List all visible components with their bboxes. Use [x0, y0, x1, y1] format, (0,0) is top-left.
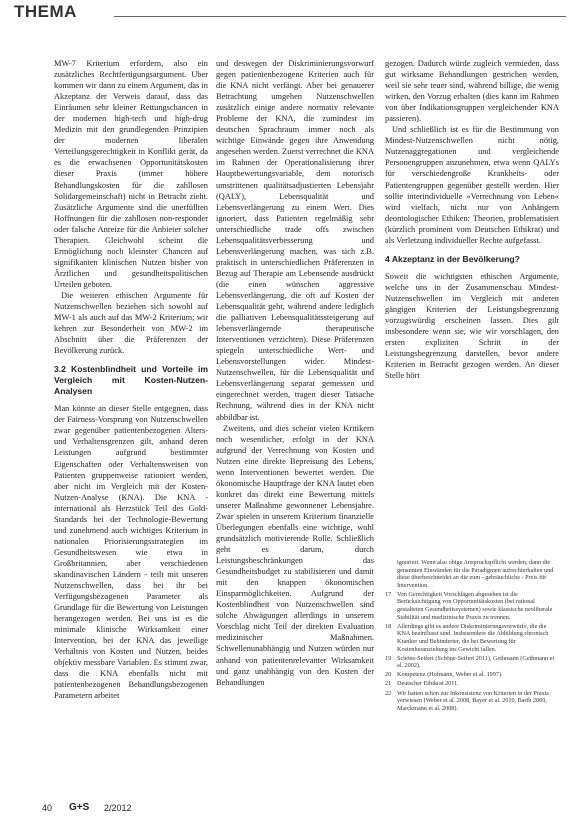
footnote — [385, 623, 559, 653]
footnote — [385, 690, 559, 713]
footnote-text: Allerdings gibt es andere Diskriminierungsvorwürfe, die die KNA beeinflusst sind. Insbesondere die Abbildung chronisch Kranker und Behinderter, die bei Bewertung für Kostenheranziehung ins Gewicht fallen. — [397, 622, 549, 653]
footnote-continuation: ignoriert. Wenn also obige Anspruchspflicht werden, dann die genannten Einwänden für die Paradigmen aufrechterhalten und diese überbeschneidet an die zum - gebräuchliche - Preis für Intervention. — [397, 559, 554, 589]
header-rule — [114, 16, 566, 17]
section-heading: 3.2 Kostenblindheit und Vorteile im Vergleich mit Kosten-Nutzen-Analysen — [54, 364, 208, 397]
footnotes — [385, 559, 559, 714]
footnote-text: Schöne-Seifert (Schöne-Seifert 2011), Gethmann (Gethmann et al. 2002). — [397, 654, 555, 670]
footnote-text: Deutscher Ethikrat 2011. — [397, 680, 459, 688]
section-title: THEMA — [14, 2, 77, 21]
footnote-number: 21 — [385, 680, 392, 688]
footnote — [385, 680, 559, 688]
paragraph: Die weiteren ethischen Argumente für Nutzenschwellen beziehen sich sowohl auf MW-1 als auch auf das MW-2 Kriterium; wir kehren zur Besonderheit von MW-2 im Abschnitt über die Präferenzen der Bevölkerung zurück. — [54, 290, 208, 356]
paragraph: und deswegen der Diskriminierungsvorwurf gegen patientenbezogene Kriterien auch für die KNA nicht verfängt. Aber bei genauerer Betrachtung umgehen Nutzenschwellen zusätzlich einige andere normativ relevante Probleme der KNA, die zumindest im deutschen Sprachraum immer noch als wichtige Einwände gegen ihre Anwendung angesehen werden. Zuerst verrechnet die KNA im Rahmen der Operationalisierung ihrer Hauptbewertungsvariable, dem notorisch umstrittenen qualitätsadjustierten Lebensjahr (QALY), Lebensqualität und Lebensverlängerung zu einem Wert. Dies ignoriert, dass Patienten regelmäßig sehr unterschiedliche trade offs zwischen Lebensqualitätsverbesserung und Lebensverlängerung machen, was sich z.B. praktisch in unterschiedlichen Präferenzen in Bezug auf Therapie am Lebensende ausdrückt (die einen wünschen aggressive Lebensverlängerung, die oft auf Kosten der Lebensqualität geht, während andere lediglich die palliativen Lebensqualitätssteigerung auf lebensverlängernde therapeutische Interventionen verzichten). Diese Präferenzen spiegeln unterschiedliche Wert- und Lebensvorstellungen wider. Mindest-Nutzenschwellen, für die Lebensqualität und Lebensverlängerung separat gemessen und eingerechnet werden, tragen dieser Tatsache Rechnung, während dies in der KNA nicht abbildbar ist. — [216, 59, 374, 422]
paragraph: Soweit die wichtigsten ethischen Argumente, welche uns in der Zusammenschau Mindest-Nutzenschwellen im Vergleich mit anderen gängigen Kriterien der Leistungsbegrenzung vorzugswürdig erscheinen lassen. Dies gilt insbesondere wenn sie, wie wir vorschlagen, den ersten expliziten Schritt in der Leistungsbegrenzung darstellen, bevor andere Kriterien in Betracht gezogen werden. An dieser Stelle hört — [385, 271, 559, 381]
paragraph: Man könnte an dieser Stelle entgegnen, dass der Fairness-Vorsprung von Nutzenschwellen zwar gegenüber patientenbezogenen Alters- und Verhaltensgrenzen gilt, anhand deren Leistungen aufgrund bestimmter Eigenschaften oder Verhaltensweisen von Patienten gruppenweise rationiert werden, aber nicht im Vergleich mit der Kosten-Nutzen-Analyse (KNA). Die KNA - international als Herzstück Teil des Gold-Standards bei der Technologie-Bewertung und zunehmend auch wichtiges Kriterium in nationalen Priorisierungsstrategien im Gesundheitswesen wie etwa in Großbritannien, aber verschiedenen skandinavischen Ländern - teilt mit unseren Nutzenschwellen, dass bei ihr bei Verfügungsbezogenen Parameter als Grundlage für die Bewertung von Leistungen herangezogen werden. Bei uns ist es die minimale klinische Wirksamkeit einer Intervention, bei der KNA das jeweilige Verhältnis von Kosten und Nutzen, beides objektiv messbare Variablen. Es stimmt zwar, dass die KNA ebenfalls nicht mit patientenbezogenen Behandlungsbezogenen Parametern arbeitet — [54, 404, 208, 701]
footnote-text: Kompetenz (Hofmann, Weber et al. 1997). — [397, 671, 503, 679]
section-heading: 4 Akzeptanz in der Bevölkerung? — [385, 253, 520, 264]
page-number: 40 — [42, 803, 53, 813]
paragraph: Zweitens, und dies scheint vielen Kritikern noch wesentlicher, erfolgt in der KNA aufgrund der Verrechnung von Kosten und Nutzen eine direkte Bepreisung des Lebens, wenn Interventionen bewertet werden. Die ökonomische Hauptfrage der KNA lautet eben konkret das direkt eine Bewertung mittels unserer Maßnahme gewonnener Lebensjahre. Zwar spielen in unserem Kriterium finanzielle Überlegungen ebenfalls eine wichtige, wohl grundsätzlich motivierende Rolle. Schließlich geht es darum, durch Leistungsbeschränkungen das Gesundheitsbudget zu stabilisieren und damit mit den knappen ökonomischen Einsparmöglichkeiten. Aufgrund der Kostenblindheit von Nutzenschwellen sind solche Abwägungen allerdings in unserem Vorschlag nicht Teil der direkten Evaluation medizinischer Maßnahmen. Schwellenunabhängig und Nutzen würden nur anhand von patientenrelevanter Wirksamkeit und ganz unabhängig von den Kosten der Behandlungen — [216, 423, 374, 687]
footnote-number: 19 — [385, 654, 392, 662]
footnote-number: 22 — [385, 689, 392, 697]
footnote-text: Wir hatten schon zur Inkonsistenz von Kriterien in der Praxis verwiesen (Weber et al. 2008, Bayer et al. 2010, Barth 2009, Marckmann et al. 2008). — [397, 689, 549, 712]
paragraph: Und schließlich ist es für die Bestimmung von Mindest-Nutzenschwellen nicht nötig, Nutzenaggregationen und vergleichende Personengruppen anzunehmen, etwa wenn QALYs für verschiedengroße Krankheits- oder Patientengruppen gegenüber gestellt werden. Hier sollte interindividuelle »Verrechnung von Leben« wird vielfach, nicht nur von Anhängern deontologischer Ethiken: Theorien, problematisiert (kürzlich prominent vom Deutschen Ethikrat) und als Verletzung individueller Rechte aufgefasst. — [385, 125, 559, 245]
footnote-number: 18 — [385, 622, 392, 630]
footnote — [385, 591, 559, 621]
journal-logo: G+S — [69, 802, 90, 813]
footnote — [385, 671, 559, 679]
page-header — [14, 0, 566, 26]
column-1 — [54, 58, 208, 702]
page-footer — [14, 801, 566, 821]
footnote-number: 17 — [385, 590, 392, 598]
footnote-number: 20 — [385, 671, 392, 679]
paragraph: gezogen. Dadurch würde zugleich vermieden, dass gut wirksame Behandlungen gestrichen werden, weil sie sehr teuer sind, während billige, die wenig wirken, den Vorzug erhalten (dies kann im Rahmen von über Indikationsgruppen vergleichender KNA passieren). — [385, 59, 559, 124]
footnote-text: Von Gerechtigkeit Vorschlägen abgesehen ist die Berücksichtigung von Opportunitätskosten (bei rational gestalteten Gesundheitssystemen) sowie klassische neoliberale Stabilität und medizinische Praxis zu trennen. — [397, 590, 553, 621]
paragraph: MW-7 Kriterium erfordern, also ein zusätzliches Rechtfertigungsargument. Uber kommen wir dann zu einem Argument, das in Akzeptanz der Verweis darauf, dass das Einräumen sehr kleiner Rettungschancen in der modernen high-tech und high-drug Medizin mit den grundlegenden Prinzipien der modernen liberalen Verteilungsgerechtigkeit in Konflikt gerät, da es die erwachsenen Opportunitätskosten dieser Praxis (immer höhere Behandlungskosten für die zahllosen Solidargemeinschaft) nicht in Betracht zieht. Zusätzliche Argumente sind die unerfüllten Hoffnungen für die zahllosen non-responder oder falsche Anreize für die Anbieter solcher Therapien. Gleichwohl scheint die Ermöglichung noch kleinster Chancen auf signifikanten klinischen Nutzen bisher von Ärztlichen und gesundheitspolitischen Urteilen geboten. — [54, 59, 208, 289]
column-2 — [216, 58, 374, 688]
issue-number: 2/2012 — [104, 803, 132, 813]
column-3 — [385, 58, 559, 381]
footnote — [385, 655, 559, 670]
